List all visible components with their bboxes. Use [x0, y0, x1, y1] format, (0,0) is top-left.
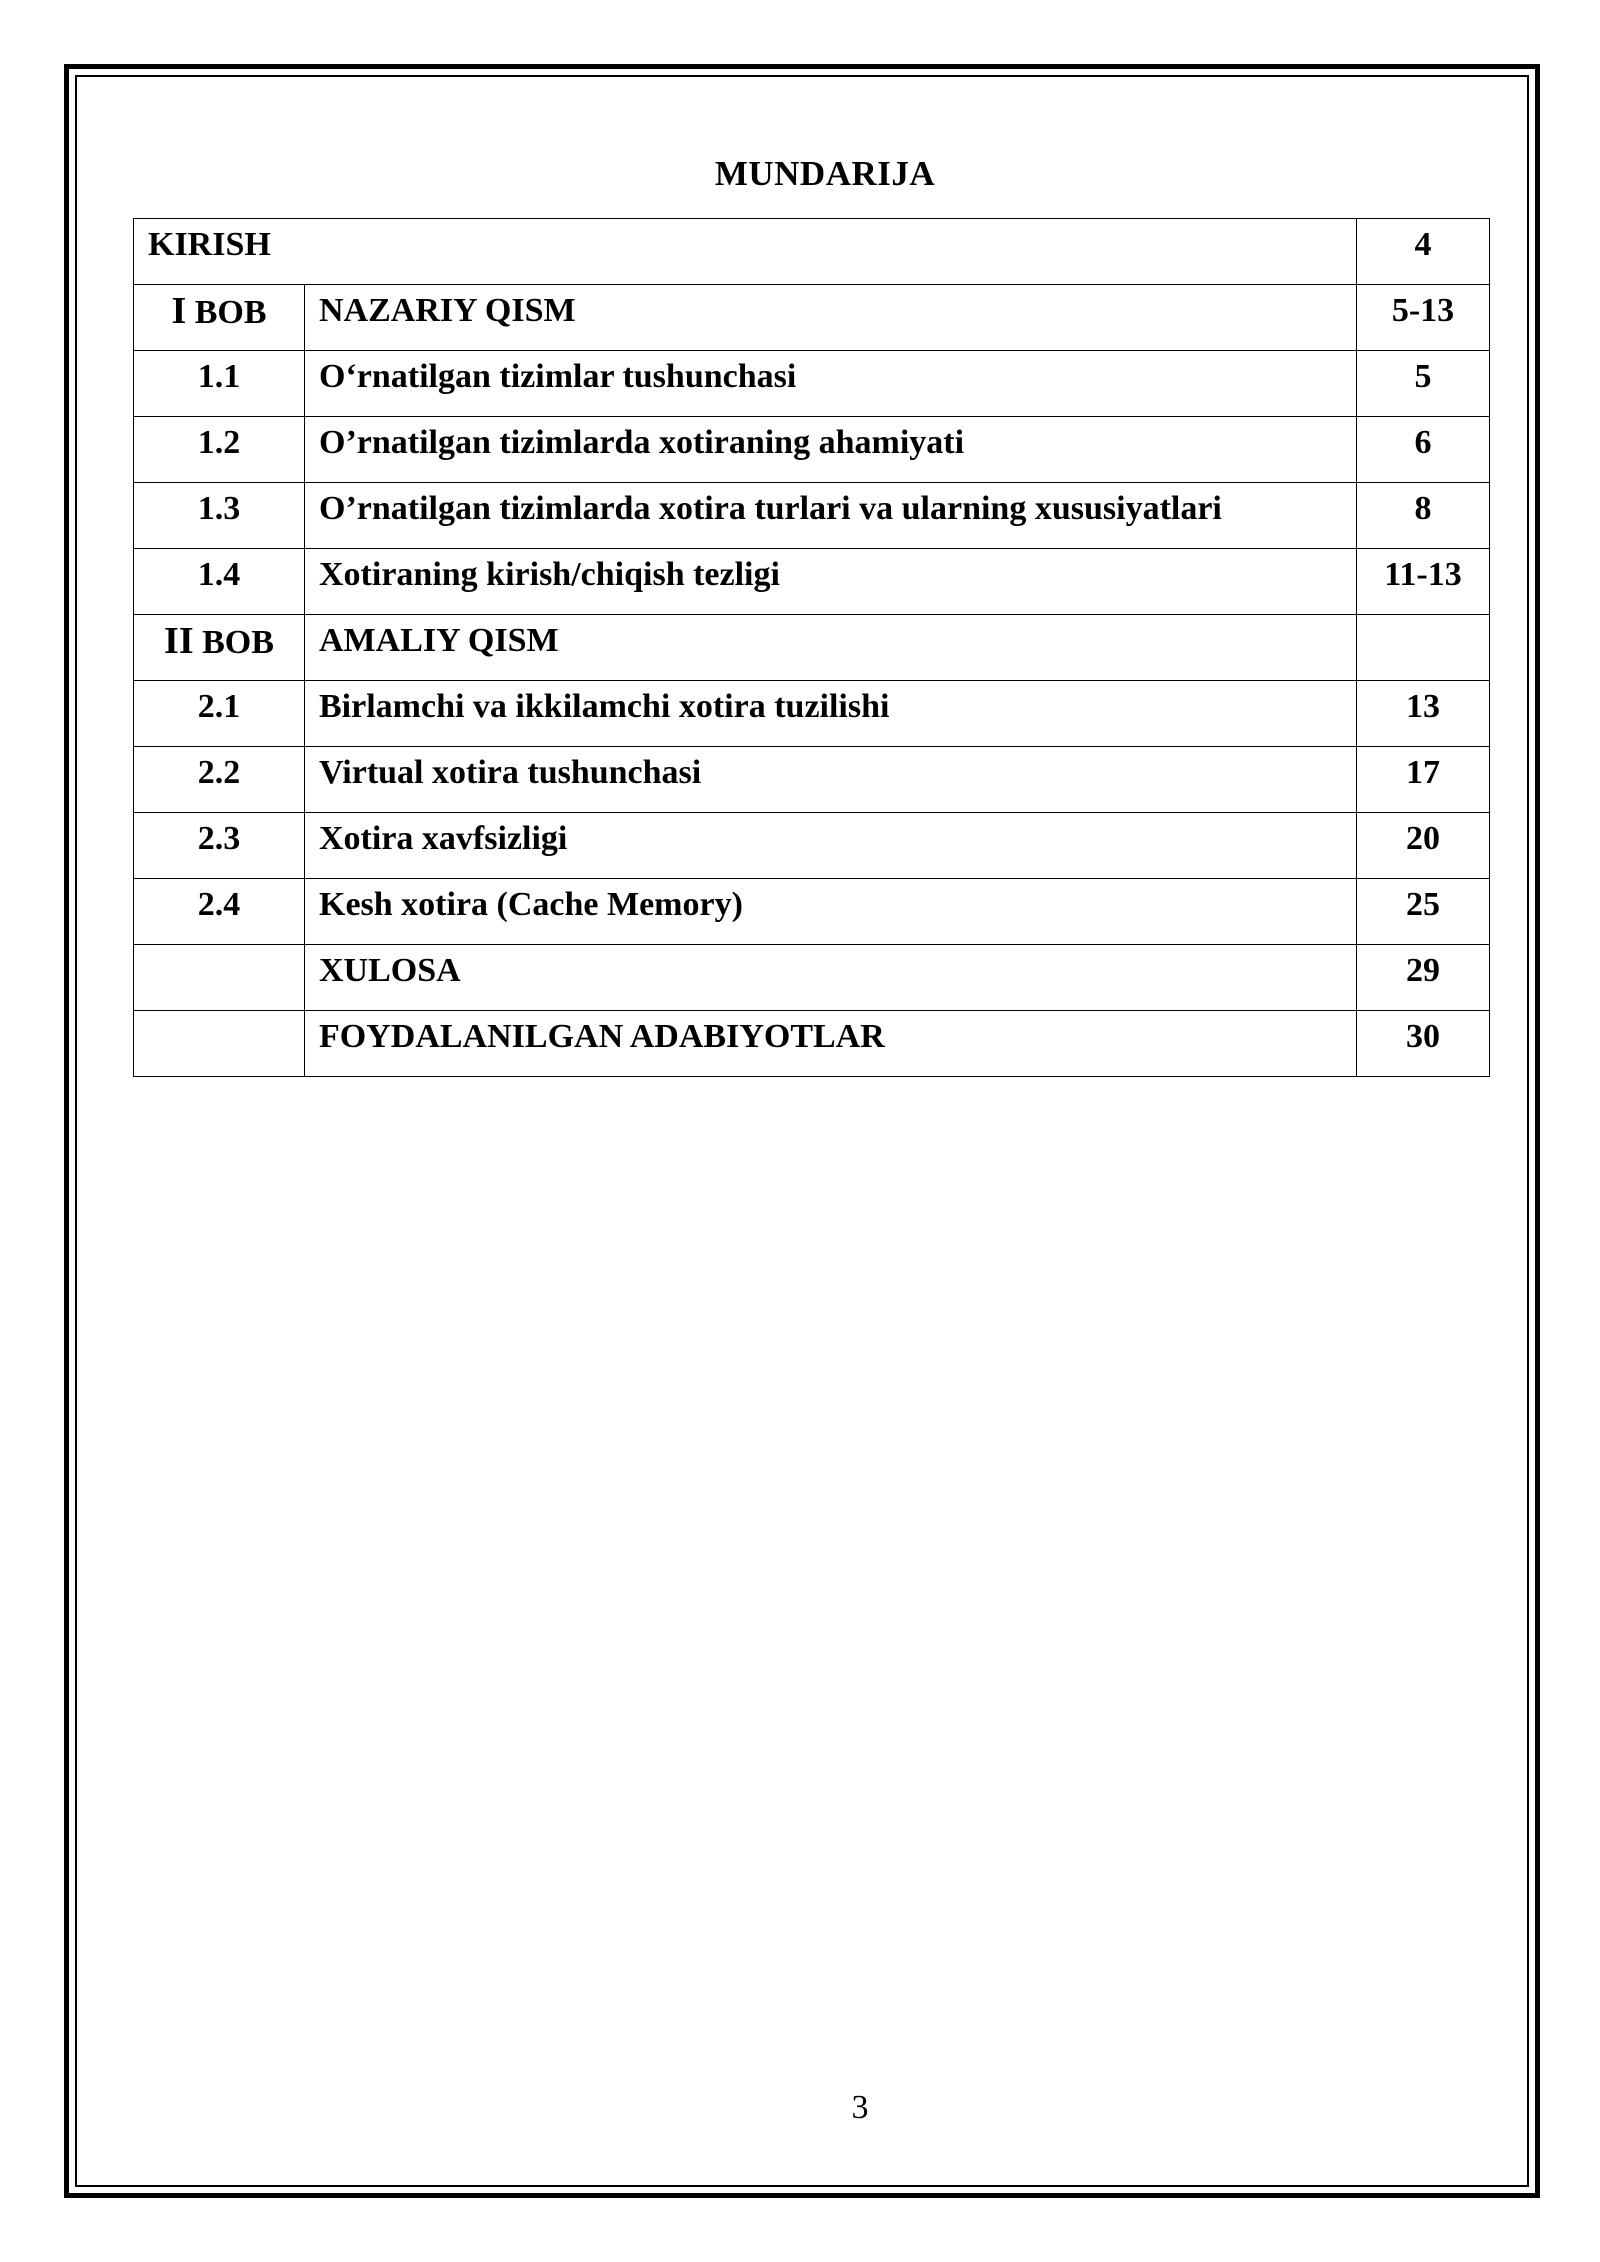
section-page: 25	[1357, 879, 1490, 945]
section-number: 2.3	[134, 813, 305, 879]
section-page: 13	[1357, 681, 1490, 747]
section-title: Xotira xavfsizligi	[305, 813, 1357, 879]
toc-row	[134, 483, 1490, 549]
chapter-2-label	[134, 615, 305, 681]
chapter-1-page: 5-13	[1357, 285, 1490, 351]
section-number: 2.4	[134, 879, 305, 945]
toc-row	[134, 417, 1490, 483]
toc-row-intro	[134, 219, 1490, 285]
intro-page: 4	[1357, 219, 1490, 285]
intro-label: KIRISH	[134, 219, 1357, 285]
empty-cell	[134, 945, 305, 1011]
chapter-2-page	[1357, 615, 1490, 681]
section-page: 17	[1357, 747, 1490, 813]
section-title: Kesh xotira (Cache Memory)	[305, 879, 1357, 945]
section-number: 1.3	[134, 483, 305, 549]
empty-cell	[134, 1011, 305, 1077]
section-number: 2.2	[134, 747, 305, 813]
toc-row	[134, 681, 1490, 747]
toc-row-chapter-1	[134, 285, 1490, 351]
toc-row-references	[134, 1011, 1490, 1077]
section-title: O’rnatilgan tizimlarda xotiraning ahamiyati	[305, 417, 1357, 483]
chapter-2-bob: BOB	[202, 624, 274, 661]
toc-row	[134, 813, 1490, 879]
section-title: Birlamchi va ikkilamchi xotira tuzilishi	[305, 681, 1357, 747]
chapter-1-label	[134, 285, 305, 351]
chapter-1-bob: BOB	[194, 294, 267, 331]
toc-row-conclusion	[134, 945, 1490, 1011]
toc-row	[134, 879, 1490, 945]
section-title: Xotiraning kirish/chiqish tezligi	[305, 549, 1357, 615]
section-page: 20	[1357, 813, 1490, 879]
page-number: 3	[851, 2089, 869, 2126]
toc-row	[134, 549, 1490, 615]
toc-title: MUNDARIJA	[714, 154, 936, 193]
section-page: 8	[1357, 483, 1490, 549]
section-number: 1.2	[134, 417, 305, 483]
references-title: FOYDALANILGAN ADABIYOTLAR	[305, 1011, 1357, 1077]
toc-row-chapter-2	[134, 615, 1490, 681]
chapter-1-roman: I	[171, 290, 187, 332]
table-of-contents	[133, 218, 1490, 1077]
references-page: 30	[1357, 1011, 1490, 1077]
section-title: O’rnatilgan tizimlarda xotira turlari va ularning xususiyatlari	[305, 483, 1357, 549]
section-number: 1.4	[134, 549, 305, 615]
conclusion-title: XULOSA	[305, 945, 1357, 1011]
section-title: Virtual xotira tushunchasi	[305, 747, 1357, 813]
toc-row	[134, 351, 1490, 417]
toc-row	[134, 747, 1490, 813]
chapter-2-title: AMALIY QISM	[305, 615, 1357, 681]
section-page: 6	[1357, 417, 1490, 483]
section-page: 11-13	[1357, 549, 1490, 615]
chapter-1-title: NAZARIY QISM	[305, 285, 1357, 351]
conclusion-page: 29	[1357, 945, 1490, 1011]
section-page: 5	[1357, 351, 1490, 417]
section-number: 2.1	[134, 681, 305, 747]
section-title: O‘rnatilgan tizimlar tushunchasi	[305, 351, 1357, 417]
section-number: 1.1	[134, 351, 305, 417]
chapter-2-roman: II	[164, 620, 194, 662]
